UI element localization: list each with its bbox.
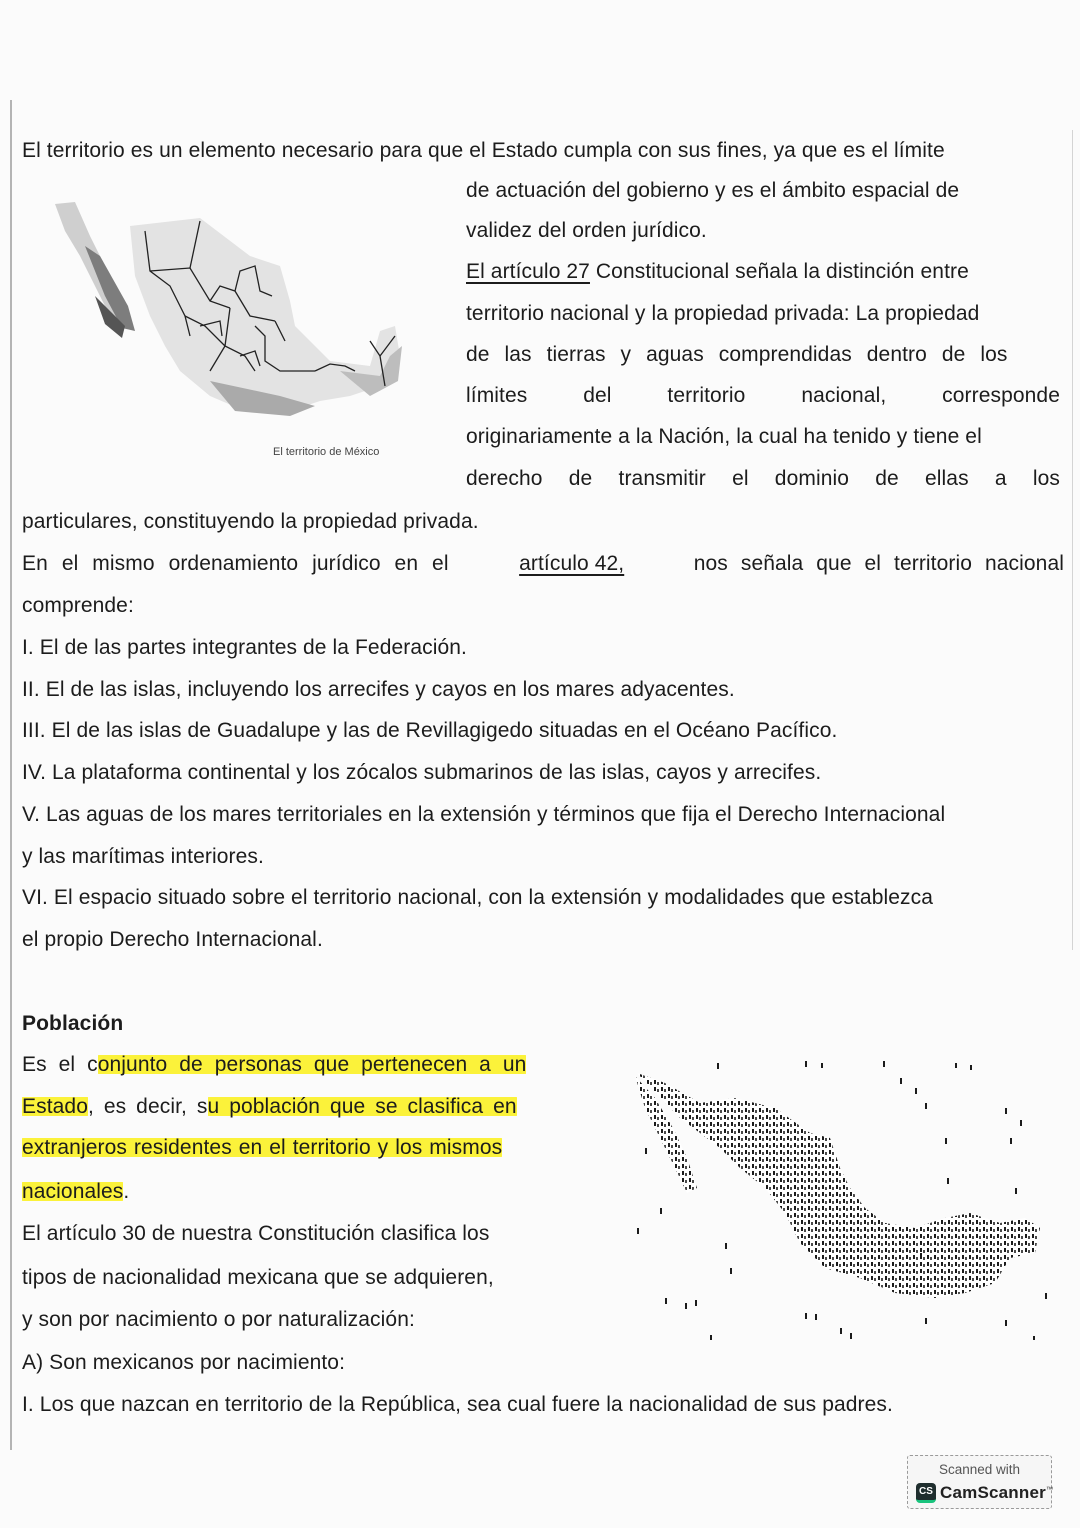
art42-post-text: nos señala que el territorio nacional: [680, 552, 1064, 575]
art27-line-3: [466, 341, 1060, 369]
art27-line-5: originariamente a la Nación, la cual ha tenido y tiene el: [466, 425, 982, 448]
word: derecho: [466, 467, 543, 490]
word: de: [568, 467, 593, 490]
word: nacional,: [801, 384, 887, 407]
territory-intro-line-3: validez del orden jurídico.: [466, 219, 707, 242]
art42-line-2: comprende:: [22, 594, 134, 617]
word: dominio: [774, 467, 850, 490]
highlighted-text: u población que se clasifica en: [207, 1095, 517, 1118]
territory-list-item-2: II. El de las islas, incluyendo los arrecifes y cayos en los mares adyacentes.: [22, 678, 735, 701]
population-heading: Población: [22, 1012, 124, 1035]
word: territorio: [667, 384, 746, 407]
plain-text: , es decir, s: [87, 1095, 208, 1118]
population-line-4: [22, 1178, 129, 1206]
population-line-2: [22, 1093, 570, 1121]
territory-list-item-4: IV. La plataforma continental y los zócalos submarinos de las islas, cayos y arrecifes.: [22, 761, 822, 784]
art42-line-1: [22, 550, 1064, 578]
art27-line-7: particulares, constituyendo la propiedad privada.: [22, 510, 479, 533]
word: transmitir: [618, 467, 706, 490]
mexico-states-map-icon: [50, 196, 410, 426]
highlighted-text: Estado: [22, 1095, 88, 1118]
territory-list-item-5: V. Las aguas de los mares territoriales en la extensión y términos que fija el Derecho Internacional: [22, 803, 946, 826]
mexico-states-map-figure: [50, 196, 410, 426]
art27-line-6: [466, 465, 1060, 493]
territory-list-item-1: I. El de las partes integrantes de la Federación.: [22, 636, 467, 659]
art42-reference: artículo 42,: [519, 552, 625, 575]
art27-line-1-text: Constitucional señala la distinción entre: [589, 260, 969, 283]
population-line-1: [22, 1051, 570, 1079]
nationality-item-1: I. Los que nazcan en territorio de la República, sea cual fuere la nacionalidad de sus padres.: [22, 1393, 893, 1416]
territory-intro-line-2: de actuación del gobierno y es el ámbito espacial de: [466, 179, 960, 202]
highlighted-text: nacionales: [22, 1180, 124, 1203]
word: de: [875, 467, 899, 490]
watermark-caption: Scanned with: [938, 1462, 1021, 1477]
territory-list-item-6: VI. El espacio situado sobre el territorio nacional, con la extensión y modalidades que establezca: [22, 886, 933, 909]
word: corresponde: [942, 384, 1060, 407]
art27-line-1: [466, 258, 969, 286]
section-a-heading: A) Son mexicanos por nacimiento:: [22, 1351, 346, 1374]
page-edge-right: [1072, 130, 1073, 950]
territory-list-item-5-cont: y las marítimas interiores.: [22, 845, 264, 868]
watermark-brand: [940, 1483, 1053, 1503]
camscanner-watermark: [907, 1455, 1052, 1509]
camscanner-logo-icon: CS: [916, 1483, 936, 1503]
word: a: [994, 467, 1007, 490]
art27-line-4: [466, 382, 1060, 410]
territory-list-item-6-cont: el propio Derecho Internacional.: [22, 928, 323, 951]
territory-intro-line-1: El territorio es un elemento necesario para que el Estado cumpla con sus fines, ya que es el límite: [22, 139, 945, 162]
word: ellas: [924, 467, 969, 490]
territory-list-item-3: III. El de las islas de Guadalupe y las de Revillagigedo situadas en el Océano Pacífico.: [22, 719, 838, 742]
population-line-1-text: [22, 1051, 526, 1079]
art27-line-3-text: de las tierras y aguas comprendidas dentro de los: [466, 343, 1008, 366]
mexico-map-made-of-people-icon: [625, 1058, 1055, 1348]
art27-line-2: territorio nacional y la propiedad privada: La propiedad: [466, 302, 980, 325]
people-map-figure: [625, 1058, 1055, 1348]
trademark-symbol: ™: [1045, 1486, 1054, 1494]
word: los: [1032, 467, 1060, 490]
art30-line-2: tipos de nacionalidad mexicana que se adquieren,: [22, 1266, 494, 1289]
word: del: [583, 384, 612, 407]
page-edge-left: [10, 100, 12, 1450]
highlighted-text: extranjeros residentes en el territorio y los mismos: [22, 1136, 503, 1159]
brand-name: CamScanner: [940, 1483, 1046, 1502]
word: el: [732, 467, 749, 490]
art30-line-3: y son por nacimiento o por naturalización:: [22, 1308, 415, 1331]
plain-text: .: [123, 1180, 130, 1203]
art42-pre-text: En el mismo ordenamiento jurídico en el: [22, 552, 463, 575]
art30-line-1: El artículo 30 de nuestra Constitución clasifica los: [22, 1222, 490, 1245]
art27-reference: El artículo 27: [466, 260, 590, 283]
population-line-3: [22, 1134, 502, 1162]
map-caption: El territorio de México: [273, 446, 380, 458]
highlighted-text: onjunto de personas que pertenecen a un: [97, 1053, 527, 1076]
plain-text: Es el c: [22, 1053, 98, 1076]
word: límites: [466, 384, 528, 407]
